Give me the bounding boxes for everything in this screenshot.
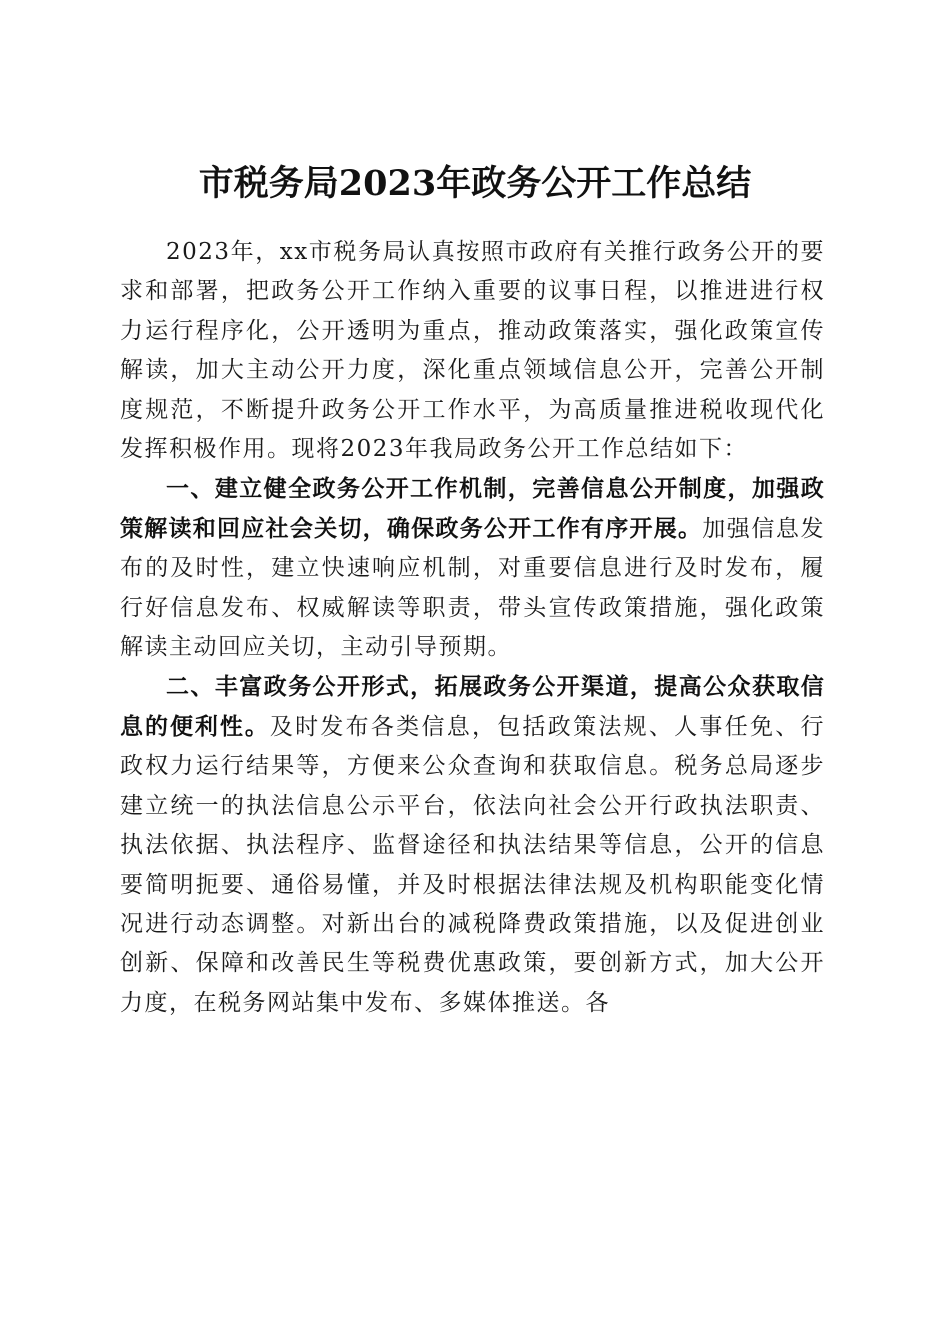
section-text-1: 加强信息发布的及时性，建立快速响应机制，对重要信息进行及时发布，履行好信息发布、权威解读等职责，带头宣传政策措施，强化政策解读主动回应关切，主动引导预期。: [120, 515, 825, 661]
document-body: [120, 233, 825, 1024]
section-paragraph-1: [120, 470, 825, 667]
document-title: 市税务局2023年政务公开工作总结: [198, 163, 752, 205]
section-heading-1: 一、建立健全政务公开工作机制，完善信息公开制度，加强政策解读和回应社会关切，确保政务公开工作有序开展。: [120, 476, 825, 542]
section-text-2: 及时发布各类信息，包括政策法规、人事任免、行政权力运行结果等，方便来公众查询和获取信息。税务总局逐步建立统一的执法信息公示平台，依法向社会公开行政执法职责、执法依据、执法程序、监督途径和执法结果等信息，公开的信息要简明扼要、通俗易懂，并及时根据法律法规及机构职能变化情况进行动态调整。对新出台的减税降费政策措施，以及促进创业创新、保障和改善民生等税费优惠政策，要创新方式，加大公开力度，在税务网站集中发布、多媒体推送。各: [120, 713, 826, 1016]
section-heading-2: 二、丰富政务公开形式，拓展政务公开渠道，提高公众获取信息的便利性。: [120, 674, 825, 740]
intro-paragraph: 2023年，xx市税务局认真按照市政府有关推行政务公开的要求和部署，把政务公开工作纳入重要的议事日程，以推进进行权力运行程序化，公开透明为重点，推动政策落实，强化政策宣传解读，加大主动公开力度，深化重点领域信息公开，完善公开制度规范，不断提升政务公开工作水平，为高质量推进税收现代化发挥积极作用。现将2023年我局政务公开工作总结如下：: [120, 239, 825, 463]
section-paragraph-2: [120, 668, 825, 1023]
